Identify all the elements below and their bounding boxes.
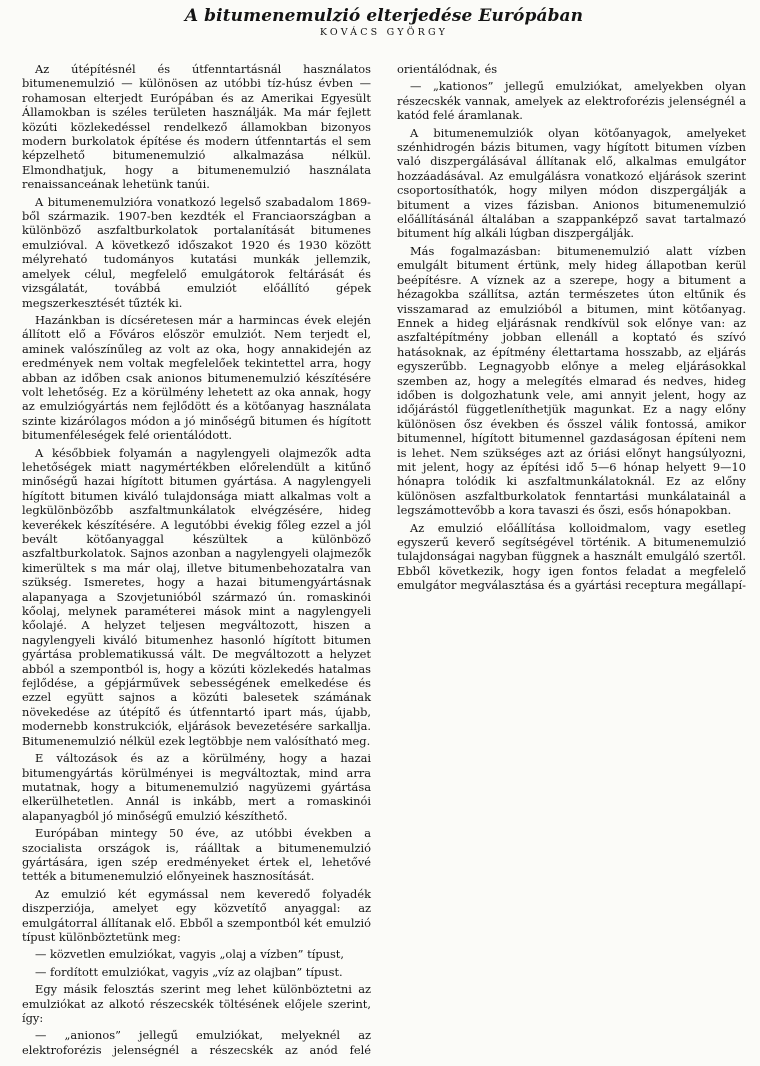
article-body bbox=[22, 62, 746, 1066]
right-list-item-4: — „kationos” jellegű emulziókat, amelyekben olyan részecskék vannak, amelyek az elektroforézis jelenségnél a katód felé áramlanak. bbox=[397, 79, 746, 123]
left-paragraph-1: Az útépítésnél és útfenntartásnál használatos bitumenemulzió — különösen az utóbbi tíz-húsz évben — rohamosan elterjedt Európában és az Amerikai Egyesült Államokban is széles területen használják. Ma már fejlett közúti közlekedéssel rendelkező államokban bizonyos modern burkolatok építése és modern útfenntartás el sem képzelhető bitumenemulzió alkalmazása nélkül. Elmondhatjuk, hogy a bitumenemulzió használata renaissanceának lehetünk tanúi. bbox=[22, 62, 371, 192]
left-paragraph-2: A bitumenemulzióra vonatkozó legelső szabadalom 1869-ből származik. 1907-ben kezdték el Franciaországban a különböző aszfaltburkolatok portalanítását bitumenes emulzióval. A következő időszakot 1920 és 1930 között mélyreható tudományos kutatási munkák jellemzik, amelyek célul, megfelelő emulgátorok feltárását és vizsgálatát, továbbá emulziót előállító gépek megszerkesztését tűzték ki. bbox=[22, 194, 371, 310]
article-author: KOVÁCS GYÖRGY bbox=[319, 27, 449, 38]
article-title: A bitumenemulzió elterjedése Európában bbox=[184, 6, 584, 26]
left-paragraph-3: Hazánkban is dícséretesen már a harmincas évek elején állított elő a Főváros először emulziót. Nem terjedt el, aminek valószínűleg az volt az oka, hogy annakidején az eredmények nem voltak megfelelőek tekintettel arra, hogy abban az időben csak anionos bitumenemulzió készítésére volt lehetőség. Ez a körülmény lehetett az oka annak, hogy az emulziógyártás nem fejlődött és a kötőanyag használata szinte kizárólagos módon a jó minőségű bitumen és hígított bitumenféleségek felé orientálódott. bbox=[22, 312, 371, 443]
right-list-item-1: — közvetlen emulziókat, vagyis „olaj a vízben” típust, bbox=[35, 947, 345, 962]
left-paragraph-4: A későbbiek folyamán a nagylengyeli olajmezők adta lehetőségek miatt nagymértékben előrelendült a kitűnő minőségű hazai hígított bitumen gyártása. A nagylengyeli hígított bitumen kiváló tulajdonsága miatt alkalmas volt a legkülönbözőbb aszfaltmunkálatok elvégzésére, hideg keverékek készítésére. A legutóbbi évekig főleg ezzel a jól bevált kötőanyaggal készültek a különböző aszfaltburkolatok. Sajnos azonban a nagylengyeli olajmezők kimerültek s ma már olaj, illetve bitumenbehozatalra van szükség. Ismeretes, hogy a hazai bitumengyártásnak alapanyaga a Szovjetunióból származó ún. romaskinói kőolaj, melynek paraméterei mások mint a nagylengyeli kőolajé. A helyzet teljesen megváltozott, hiszen a nagylengyeli kiváló bitumenhez hasonló hígított bitumen gyártása problematikussá vált. De megváltozott a helyzet abból a szempontból is, hogy a közúti közlekedés hatalmas fejlődése, a gépjárművek sebességének emelkedése és ezzel együtt sajnos a közúti balesetek számának növekedése az útépítő és útfenntartó ipart más, újabb, modernebb konstrukciók, eljárások bevezetésére sarkallja. Bitumenemulzió nélkül ezek legtöbbje nem valósítható meg. bbox=[22, 445, 371, 748]
right-paragraph-5: Más fogalmazásban: bitumenemulzió alatt vízben emulgált bitument értünk, mely hideg állapotban kerül beépítésre. A víznek az a szerepe, hogy a bitument a hézagokba szállítsa, aztán természetes úton eltűnik és visszamarad az emulzióból a bitumen, mint kötőanyag. Ennek a hideg eljárásnak rendkívül sok előnye van: az aszfaltépítmény jobban ellenáll a koptató és szívó hatásoknak, az építmény élettartama hosszabb, az eljárás egyszerűbb. Legnagyobb előnye a meleg eljárásokkal szemben az, hogy a melegítés elmarad és nedves, hideg időben is dolgozhatunk vele, ami annyit jelent, hogy az időjárástól függetleníthetjük magunkat. Ez a nagy előny különösen ősz években és ősszel válik fontossá, amikor bitumennel, hígított bitumennel gazdaságosan építeni nem is lehet. Nem szükséges azt az óriási előnyt hangsúlyozni, mit jelent, hogy az építési idő 5—6 hónap helyett 9—10 hónapra tolódik ki aszfaltmunkálatoknál. Ez az előny különösen aszfaltburkolatok fenntartási munkálatainál a legszámottevőbb a kora tavaszi és őszi, esős hónapokban. bbox=[397, 243, 746, 518]
right-paragraph-6: Az emulzió előállítása kolloidmalom, vagy esetleg egyszerű keverő segítségével történik. A bitumenemulzió tulajdonságai nagyban függnek a használt emulgáló szertől. Ebből következik, hogy igen fontos feladat a megfelelő emulgátor megválasztása és a gyártási receptura megállapí- bbox=[397, 520, 746, 593]
right-paragraph-3: Egy másik felosztás szerint meg lehet különböztetni az emulziókat az alkotó részecskék töltésének előjele szerint, így: bbox=[22, 982, 371, 1025]
right-list-item-3: — „anionos” jellegű emulziókat, melyeknél az elektroforézis jelenségnél a részecskék az anód felé orientálódnak, és bbox=[22, 62, 498, 1057]
right-paragraph-4: A bitumenemulziók olyan kötőanyagok, amelyeket szénhidrogén bázis bitumen, vagy hígított bitumen vízben való diszpergálásával állítanak elő, alkalmas emulgátor hozzáadásával. Az emulgálásra vonatkozó eljárások szerint csoportosíthatók, hogy milyen módon diszpergálják a bitument a vizes fázisban. Anionos bitumenemulzió előállításánál általában a szappanképző savat tartalmazó bitument híg alkáli lúgban diszpergálják. bbox=[397, 125, 746, 241]
right-paragraph-2: Az emulzió két egymással nem keveredő folyadék diszperziója, amelyet egy közvetítő anyaggal: az emulgátorral állítanak elő. Ebből a szempontból két emulzió típust különböztetünk meg: bbox=[22, 886, 371, 944]
right-list-item-2: — fordított emulziókat, vagyis „víz az olajban” típust. bbox=[35, 964, 343, 979]
left-paragraph-5: E változások és az a körülmény, hogy a hazai bitumengyártás körülményei is megváltoztak, mind arra mutatnak, hogy a bitumenemulzió nagyüzemi gyártása elkerülhetetlen. Annál is inkább, mert a romaskinói alapanyagból jó minőségű emulzió készíthető. bbox=[22, 751, 371, 823]
right-paragraph-1: Európában mintegy 50 éve, az utóbbi években a szocialista országok is, ráálltak a bitumenemulzió gyártására, igen szép eredményeket értek el, lehetővé tették a bitumenemulzió előnyeinek hasznosítását. bbox=[22, 826, 371, 884]
